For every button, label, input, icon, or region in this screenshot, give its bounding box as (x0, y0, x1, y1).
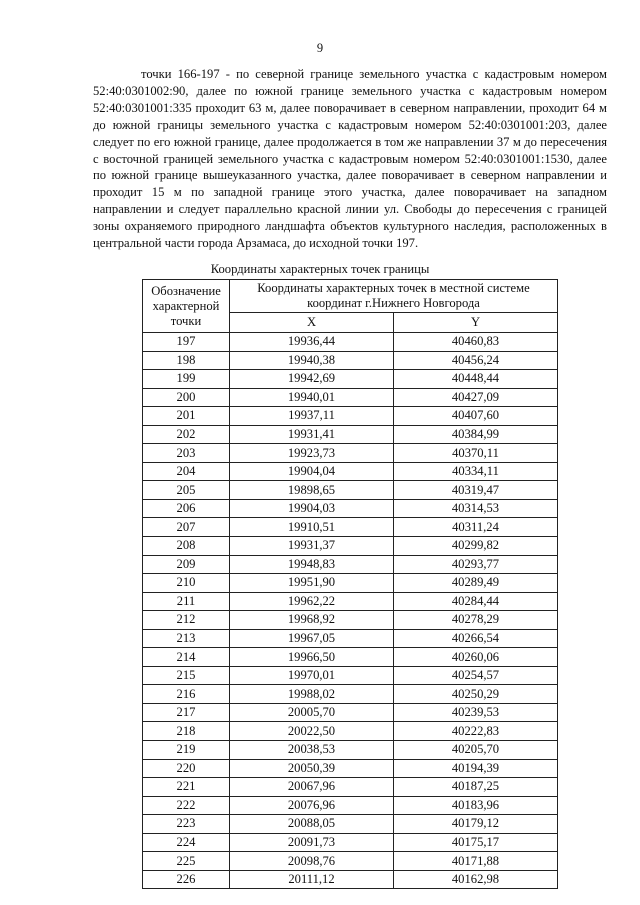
cell-y: 40222,83 (394, 722, 558, 741)
cell-y: 40370,11 (394, 444, 558, 463)
cell-y: 40311,24 (394, 518, 558, 537)
cell-x: 19904,04 (230, 462, 394, 481)
cell-point: 205 (143, 481, 230, 500)
cell-y: 40162,98 (394, 870, 558, 889)
cell-x: 20005,70 (230, 703, 394, 722)
cell-point: 201 (143, 407, 230, 426)
cell-y: 40314,53 (394, 499, 558, 518)
table-row (143, 351, 558, 370)
table-row (143, 852, 558, 871)
cell-point: 197 (143, 333, 230, 352)
cell-point: 226 (143, 870, 230, 889)
table-row (143, 499, 558, 518)
table-row (143, 481, 558, 500)
cell-x: 20038,53 (230, 741, 394, 760)
table-row (143, 611, 558, 630)
cell-y: 40460,83 (394, 333, 558, 352)
cell-y: 40266,54 (394, 629, 558, 648)
cell-point: 207 (143, 518, 230, 537)
cell-point: 199 (143, 370, 230, 389)
cell-x: 19931,37 (230, 537, 394, 556)
cell-point: 206 (143, 499, 230, 518)
table-row (143, 370, 558, 389)
table-row (143, 722, 558, 741)
cell-y: 40179,12 (394, 815, 558, 834)
cell-x: 20067,96 (230, 778, 394, 797)
table-row (143, 462, 558, 481)
cell-x: 20022,50 (230, 722, 394, 741)
cell-point: 208 (143, 537, 230, 556)
cell-point: 219 (143, 741, 230, 760)
table-row (143, 703, 558, 722)
cell-x: 19937,11 (230, 407, 394, 426)
table-row (143, 685, 558, 704)
cell-point: 225 (143, 852, 230, 871)
table-row (143, 388, 558, 407)
cell-y: 40205,70 (394, 741, 558, 760)
table-row (143, 592, 558, 611)
cell-point: 209 (143, 555, 230, 574)
cell-x: 19904,03 (230, 499, 394, 518)
cell-y: 40293,77 (394, 555, 558, 574)
cell-y: 40384,99 (394, 425, 558, 444)
page-number: 9 (316, 41, 324, 55)
table-row (143, 741, 558, 760)
table-row (143, 333, 558, 352)
cell-x: 19988,02 (230, 685, 394, 704)
cell-point: 217 (143, 703, 230, 722)
cell-y: 40334,11 (394, 462, 558, 481)
cell-x: 19898,65 (230, 481, 394, 500)
table-row (143, 648, 558, 667)
table-row (143, 666, 558, 685)
cell-y: 40289,49 (394, 574, 558, 593)
cell-point: 218 (143, 722, 230, 741)
cell-y: 40427,09 (394, 388, 558, 407)
cell-y: 40250,29 (394, 685, 558, 704)
cell-point: 223 (143, 815, 230, 834)
cell-x: 19931,41 (230, 425, 394, 444)
cell-x: 19951,90 (230, 574, 394, 593)
cell-x: 20088,05 (230, 815, 394, 834)
cell-x: 19970,01 (230, 666, 394, 685)
cell-y: 40407,60 (394, 407, 558, 426)
cell-point: 200 (143, 388, 230, 407)
cell-point: 210 (143, 574, 230, 593)
cell-point: 203 (143, 444, 230, 463)
cell-y: 40187,25 (394, 778, 558, 797)
cell-x: 19966,50 (230, 648, 394, 667)
cell-y: 40175,17 (394, 833, 558, 852)
cell-y: 40194,39 (394, 759, 558, 778)
cell-x: 19923,73 (230, 444, 394, 463)
cell-x: 20050,39 (230, 759, 394, 778)
table-row (143, 555, 558, 574)
cell-y: 40284,44 (394, 592, 558, 611)
cell-x: 20111,12 (230, 870, 394, 889)
cell-y: 40319,47 (394, 481, 558, 500)
table-row (143, 574, 558, 593)
cell-point: 224 (143, 833, 230, 852)
cell-y: 40278,29 (394, 611, 558, 630)
table-row (143, 778, 558, 797)
coordinates-table (142, 279, 558, 889)
table-caption: Координаты характерных точек границы (210, 262, 430, 276)
table-row (143, 407, 558, 426)
cell-point: 214 (143, 648, 230, 667)
cell-point: 202 (143, 425, 230, 444)
table-row (143, 444, 558, 463)
cell-y: 40260,06 (394, 648, 558, 667)
cell-x: 20076,96 (230, 796, 394, 815)
table-row (143, 796, 558, 815)
cell-point: 211 (143, 592, 230, 611)
cell-point: 222 (143, 796, 230, 815)
cell-x: 19940,38 (230, 351, 394, 370)
cell-point: 204 (143, 462, 230, 481)
table-row (143, 537, 558, 556)
table-row (143, 629, 558, 648)
header-point: Обозначение характерной точки (143, 280, 230, 333)
cell-x: 19948,83 (230, 555, 394, 574)
cell-y: 40183,96 (394, 796, 558, 815)
cell-point: 212 (143, 611, 230, 630)
table-row (143, 425, 558, 444)
table-row (143, 815, 558, 834)
header-coordinates: Координаты характерных точек в местной системе координат г.Нижнего Новгорода (230, 280, 558, 313)
header-x: X (230, 313, 394, 333)
header-y: Y (394, 313, 558, 333)
table-row (143, 518, 558, 537)
cell-point: 213 (143, 629, 230, 648)
cell-y: 40448,44 (394, 370, 558, 389)
cell-x: 19942,69 (230, 370, 394, 389)
description-paragraph: точки 166-197 - по северной границе земельного участка с кадастровым номером 52:40:0301002:90, далее по южной границе земельного участка с кадастровым номером 52:40:0301001:335 проходит 63 м, далее поворачивает в северном направлении, проходит 64 м до южной границы земельного участка с кадастровым номером 52:40:0301001:203, далее следует по его южной границе, далее продолжается в том же направлении 37 м до пересечения с восточной границей земельного участка с кадастровым номером 52:40:0301001:1530, далее по южной границе вышеуказанного участка, далее поворачивает в северном направлении и проходит 15 м по западной границе этого участка, далее поворачивает на западном направлении и следует параллельно красной линии ул. Свободы до пересечения с границей зоны охраняемого природного ландшафта объектов культурного наследия, расположенных в центральной части города Арзамаса, до исходной точки 197. (93, 67, 607, 251)
cell-point: 215 (143, 666, 230, 685)
cell-x: 19940,01 (230, 388, 394, 407)
cell-x: 19968,92 (230, 611, 394, 630)
cell-y: 40456,24 (394, 351, 558, 370)
cell-point: 220 (143, 759, 230, 778)
cell-point: 198 (143, 351, 230, 370)
cell-x: 19967,05 (230, 629, 394, 648)
cell-y: 40171,88 (394, 852, 558, 871)
table-row (143, 870, 558, 889)
cell-y: 40239,53 (394, 703, 558, 722)
cell-y: 40254,57 (394, 666, 558, 685)
cell-x: 19936,44 (230, 333, 394, 352)
cell-point: 216 (143, 685, 230, 704)
cell-y: 40299,82 (394, 537, 558, 556)
table-row (143, 759, 558, 778)
cell-point: 221 (143, 778, 230, 797)
cell-x: 19910,51 (230, 518, 394, 537)
cell-x: 20091,73 (230, 833, 394, 852)
cell-x: 19962,22 (230, 592, 394, 611)
table-row (143, 833, 558, 852)
cell-x: 20098,76 (230, 852, 394, 871)
